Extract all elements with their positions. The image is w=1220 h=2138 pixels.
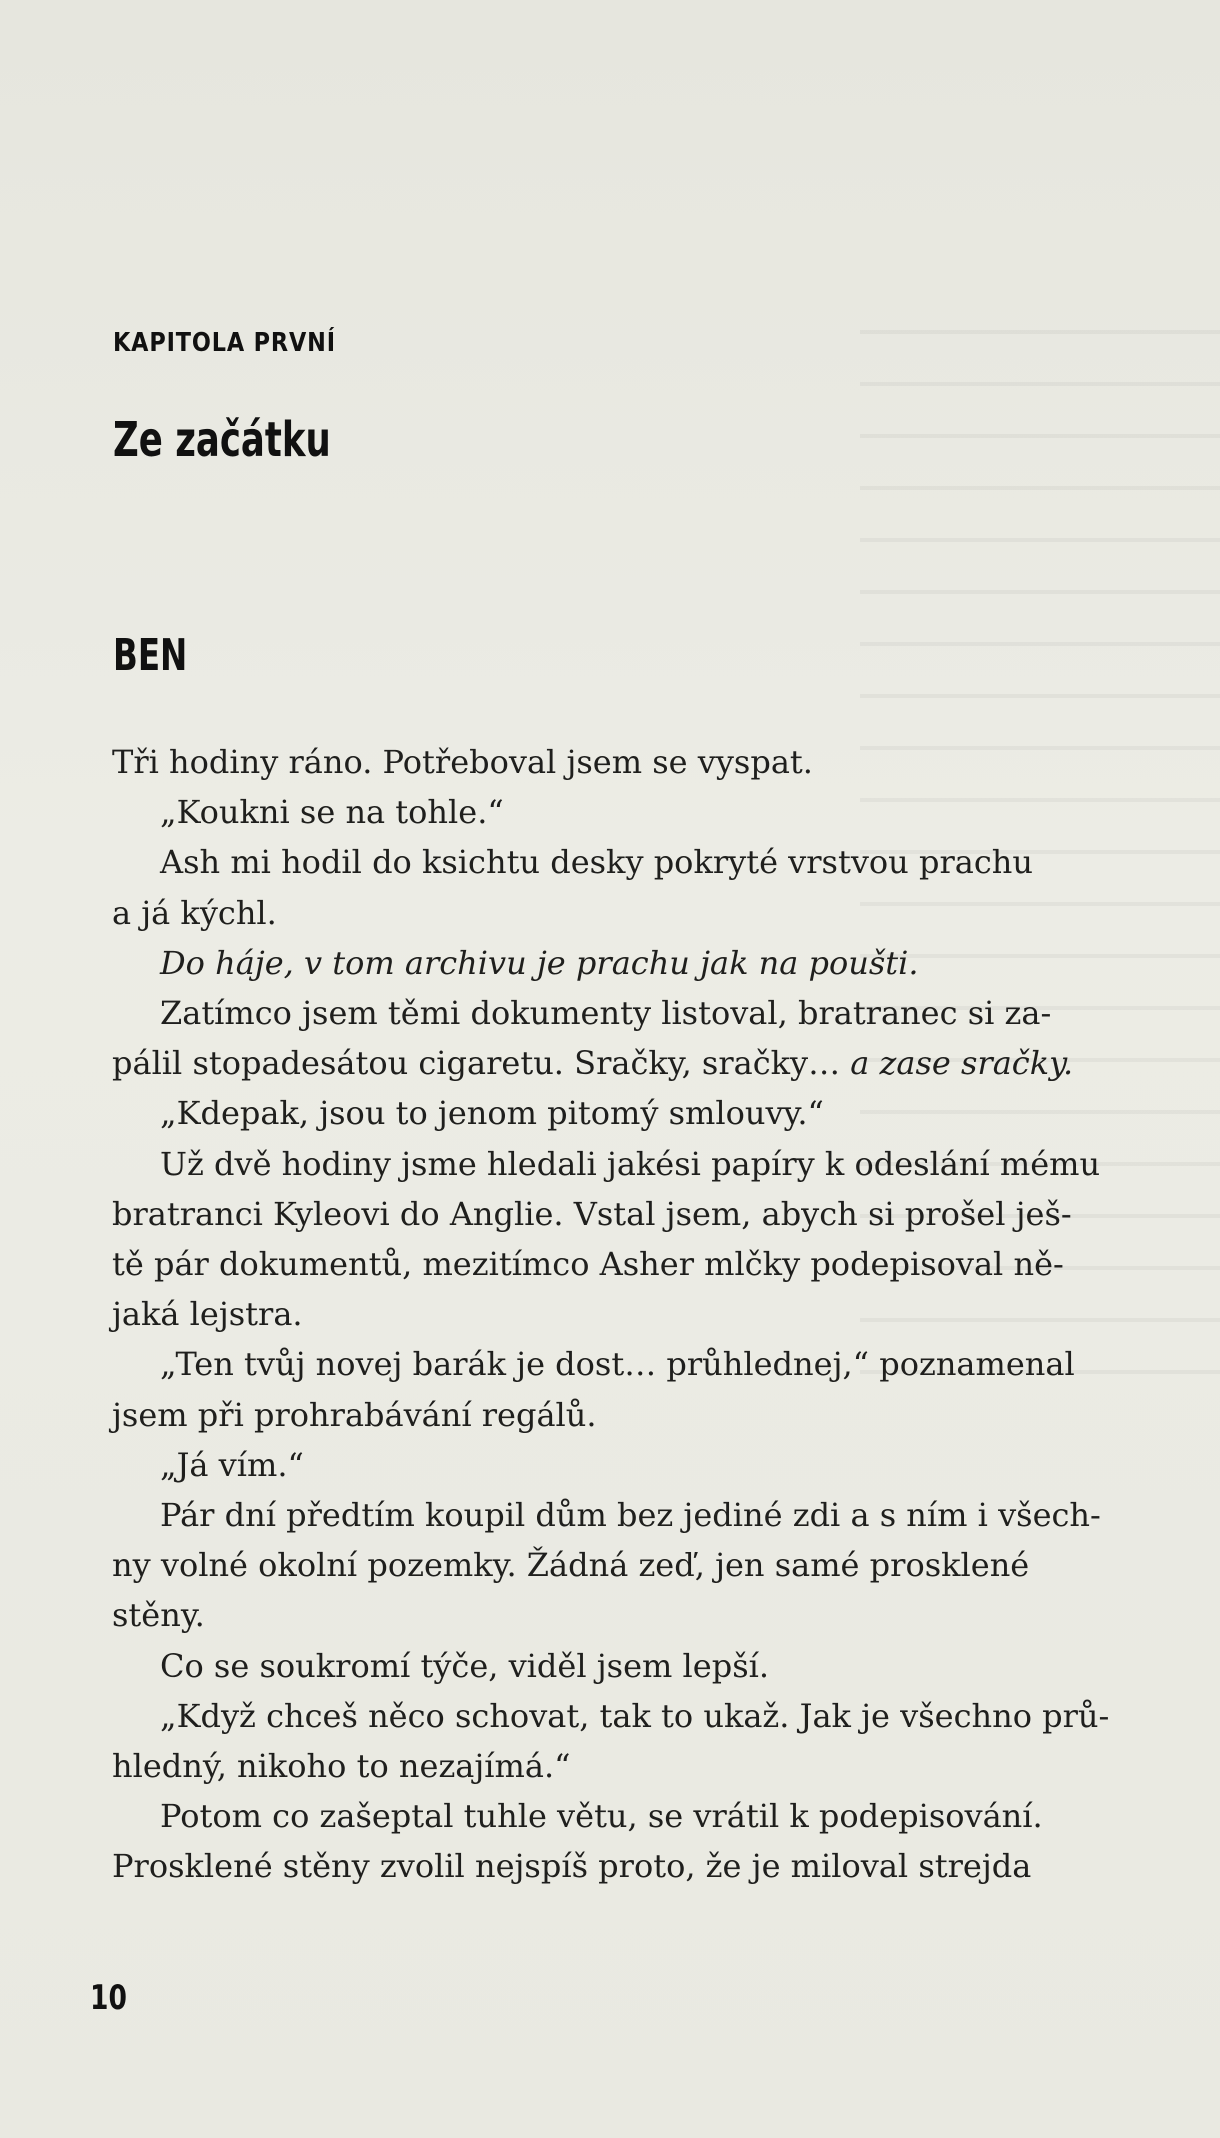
text-line [160,993,1051,1033]
text-line-content: Do háje, v tom archivu je prachu jak na poušti. [160,943,919,982]
text-line-content: „Když chceš něco schovat, tak to ukaž. Jak je všechno prů- [160,1696,1110,1735]
text-line [112,1846,1031,1886]
text-line [112,1294,303,1334]
text-line [112,1395,597,1435]
text-line-content: ny volné okolní pozemky. Žádná zeď, jen samé prosklené [112,1546,1030,1585]
text-line [160,943,919,983]
text-line-content: a já kýchl. [112,893,277,932]
text-line-content: Zatímco jsem těmi dokumenty listoval, bratranec si za- [160,994,1052,1032]
text-line [112,1545,1029,1585]
text-line-content: Prosklené stěny zvolil nejspíš proto, že je miloval strejda [112,1847,1032,1886]
text-line-content: jaká lejstra. [112,1295,303,1334]
text-line [160,1495,1101,1535]
text-line-content: tě pár dokumentů, mezitímco Asher mlčky podepisoval ně- [112,1245,1064,1283]
text-line-content: hledný, nikoho to nezajímá.“ [112,1747,571,1785]
text-line-italic-tail: a zase sračky. [850,1044,1074,1083]
text-line [160,1093,824,1133]
text-line-content: Potom co zašeptal tuhle větu, se vrátil k podepisování. [160,1797,1043,1836]
text-line-content: Ash mi hodil do ksichtu desky pokryté vrstvou prachu [160,843,1033,882]
text-line [160,1696,1109,1736]
text-line [112,1043,1073,1083]
text-line-content: jsem při prohrabávání regálů. [112,1395,597,1434]
text-line-content: „Ten tvůj novej barák je dost… průhlednej,“ poznamenal [160,1345,1075,1384]
text-line [160,792,504,832]
narrator-heading: BEN [113,630,188,681]
text-line-content: stěny. [112,1596,205,1635]
text-line-content: Pár dní předtím koupil dům bez jediné zdi a s ním i všech- [160,1496,1101,1534]
text-line [160,842,1033,882]
text-line [160,1796,1043,1836]
text-line-content: Už dvě hodiny jsme hledali jakési papíry k odeslání mému [160,1144,1101,1183]
text-line [160,1344,1075,1384]
text-line-content: Co se soukromí týče, viděl jsem lepší. [160,1646,770,1685]
text-line [112,1244,1064,1284]
text-line [112,1194,1072,1234]
text-line-content: bratranci Kyleovi do Anglie. Vstal jsem, abych si prošel ješ- [112,1194,1072,1233]
page-number: 10 [90,1978,127,2018]
text-line-content: pálil stopadesátou cigaretu. Sračky, sračky… [112,1044,851,1083]
text-line [112,893,277,933]
text-line [160,1646,769,1686]
text-line [112,1746,570,1786]
chapter-label: KAPITOLA PRVNÍ [113,328,336,358]
text-line-content: „Já vím.“ [160,1445,304,1484]
text-line [112,1595,205,1635]
text-line-content: „Koukni se na tohle.“ [160,793,504,832]
text-line [160,1445,304,1485]
chapter-title: Ze začátku [113,412,331,468]
text-line-content: „Kdepak, jsou to jenom pitomý smlouvy.“ [160,1094,824,1133]
text-line-content: Tři hodiny ráno. Potřeboval jsem se vyspat. [112,743,813,781]
text-line [160,1144,1100,1184]
text-line [112,742,813,782]
